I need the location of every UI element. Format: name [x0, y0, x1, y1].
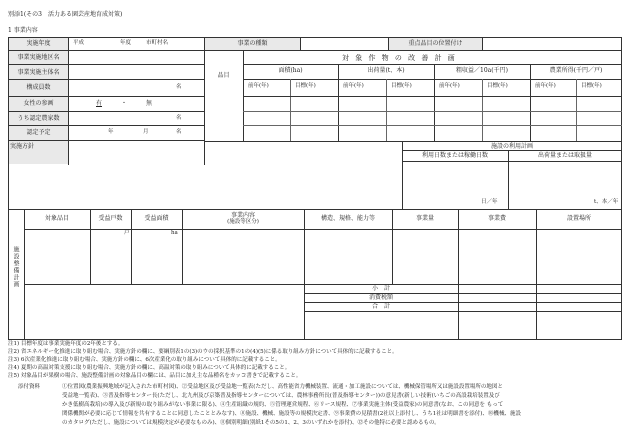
- attachments-label: 添付資料: [18, 384, 41, 390]
- cert-day: 名: [176, 129, 182, 135]
- attachment-line: 受益地一覧表)、③普及指導センター長(ただし、北九州及び京築普及指導センターについては、農林事務所長(普及指導センター))の意見書(新しい技術(いちごの高設栽培装置及び: [62, 393, 500, 399]
- area-target: 目標(年): [295, 83, 316, 89]
- shipment-current: 前年(年): [343, 83, 364, 89]
- year-label: 実施年度: [26, 40, 51, 47]
- certified-unit: 名: [176, 115, 182, 121]
- tax-label: 消費税額: [368, 294, 393, 301]
- focus-item-label: 重点品目の位置付け: [408, 40, 463, 47]
- unit-area: ha: [171, 230, 178, 236]
- attachment-line: のカタログ(ただし、施設については規模決定が必要なものみ)、⑪個別明細(別紙1その5の1、2、3のいずれかを添付)、⑫その他特に必要と認めるもの。: [62, 420, 440, 426]
- note-4: 注4) 夏期の高温対策支援に取り組む場合、実施方針の欄に、高温対策の取り組みについて具体的に記載すること。: [8, 365, 291, 371]
- area-name-label: 事業実施地区名: [17, 54, 60, 61]
- col-revenue: 粗収益／10a(千円): [456, 67, 508, 74]
- usage-days-label: 利用日数または稼働日数: [421, 152, 488, 159]
- attachment-line: かき低樹高栽培)の導入及び新規の取り組みがない事業に限る)、④生産組織の規約、⑤管理運営規程、⑥リース規程、⑦事業実施主体(受益農家)の同意書(なお、この同意を もって: [62, 402, 504, 408]
- shipment-target: 目標(年): [391, 83, 412, 89]
- members-label: 構成員数: [26, 84, 51, 91]
- cert-month: 月: [143, 129, 149, 135]
- women-no[interactable]: 無: [146, 100, 153, 107]
- col-target-item: 対象品目: [44, 215, 69, 222]
- area-current: 前年(年): [248, 83, 269, 89]
- policy-label: 実施方針: [10, 143, 35, 150]
- col-content: 事業内容: [230, 212, 255, 219]
- cert-date-label: 認定予定: [26, 129, 51, 136]
- income-current: 前年(年): [535, 83, 556, 89]
- note-5: 注5) 対象品目が果樹の場合、施設整備計画の対象品目の欄には、品目に加え主な品種名をカッコ書きで記載すること。: [8, 373, 302, 379]
- revenue-target: 目標(年): [487, 83, 508, 89]
- entity-label: 事業実施主体名: [17, 69, 60, 76]
- facility-side-label: 施設整備計画: [12, 246, 19, 288]
- attachment-line: ①位置図(農業振興地域が記入された市町村図)、②受益地区及び受益地一覧表(ただし、高性能省力機械装置、流通・加工施設については、機械保管場所又は施設設置場所の地図と: [62, 384, 503, 390]
- project-type-label: 事業の種類: [237, 40, 268, 47]
- women-dot: ・: [121, 100, 128, 107]
- col-location: 設置場所: [566, 215, 591, 222]
- subtotal-label: 小 計: [371, 285, 390, 292]
- income-target: 目標(年): [581, 83, 602, 89]
- facility-use-title: 施設の利用計画: [490, 143, 533, 150]
- year-era: 平成: [73, 40, 85, 46]
- form-title: 別添1(その3 活力ある園芸産地育成対策): [8, 11, 123, 18]
- attachment-line: 関係機関が必要に応じて情報を共有することに同意したこととみなす)、⑧施設、機械、施設等の規模決定書、⑨事業費の見積書(2社以上添付し、うち1社は明細書を添付)、⑩機械、施設: [62, 411, 521, 417]
- women-label: 女性の参画: [23, 100, 54, 107]
- cert-year: 年: [108, 129, 114, 135]
- members-unit: 名: [176, 84, 182, 90]
- note-1: 注1) 目標年度は事業実施年度の2年後とする。: [8, 341, 124, 347]
- item-label: 品目: [217, 72, 230, 79]
- shipment-unit: t、本／年: [594, 199, 619, 205]
- section-title: 1 事業内容: [8, 27, 38, 34]
- col-area: 面積(ha): [278, 67, 303, 74]
- certified-label: うち認定農家数: [17, 115, 60, 122]
- total-label: 合 計: [371, 303, 390, 310]
- col-quantity: 事業量: [415, 215, 434, 222]
- col-income: 農業所得(千円／戸): [549, 67, 603, 74]
- col-benefit-area: 受益面積: [144, 215, 169, 222]
- unit-households: 戸: [124, 230, 130, 236]
- col-cost: 事業費: [487, 215, 506, 222]
- year-suffix: 年度: [120, 40, 132, 46]
- women-yes[interactable]: 有: [96, 100, 103, 107]
- col-structure: 構造、規格、能力等: [320, 215, 375, 222]
- note-3: 注3) 6次産業化推進に取り組む場合、実施方針の欄に、6次産業化の取り組みについて具体的に記載すること。: [8, 357, 281, 363]
- usage-days-unit: 日／年: [481, 199, 498, 205]
- municipality-label: 市町村名: [146, 40, 169, 46]
- col-households: 受益戸数: [98, 215, 123, 222]
- col-content-sub: (施設等区分): [227, 219, 259, 225]
- note-2: 注2) 省エネルギー化推進に取り組む場合、実施方針の欄に、要綱別表1の(3)のウの採択基準の1の(4)(5)に係る取り組み方針について具体的に記載すること。: [8, 349, 398, 355]
- shipment-volume-label: 出荷量または取扱量: [537, 152, 592, 159]
- improvement-plan-title: 対 象 作 物 の 改 善 計 画: [342, 54, 457, 62]
- col-shipment: 出荷量(t、本): [367, 67, 405, 74]
- revenue-current: 前年(年): [439, 83, 460, 89]
